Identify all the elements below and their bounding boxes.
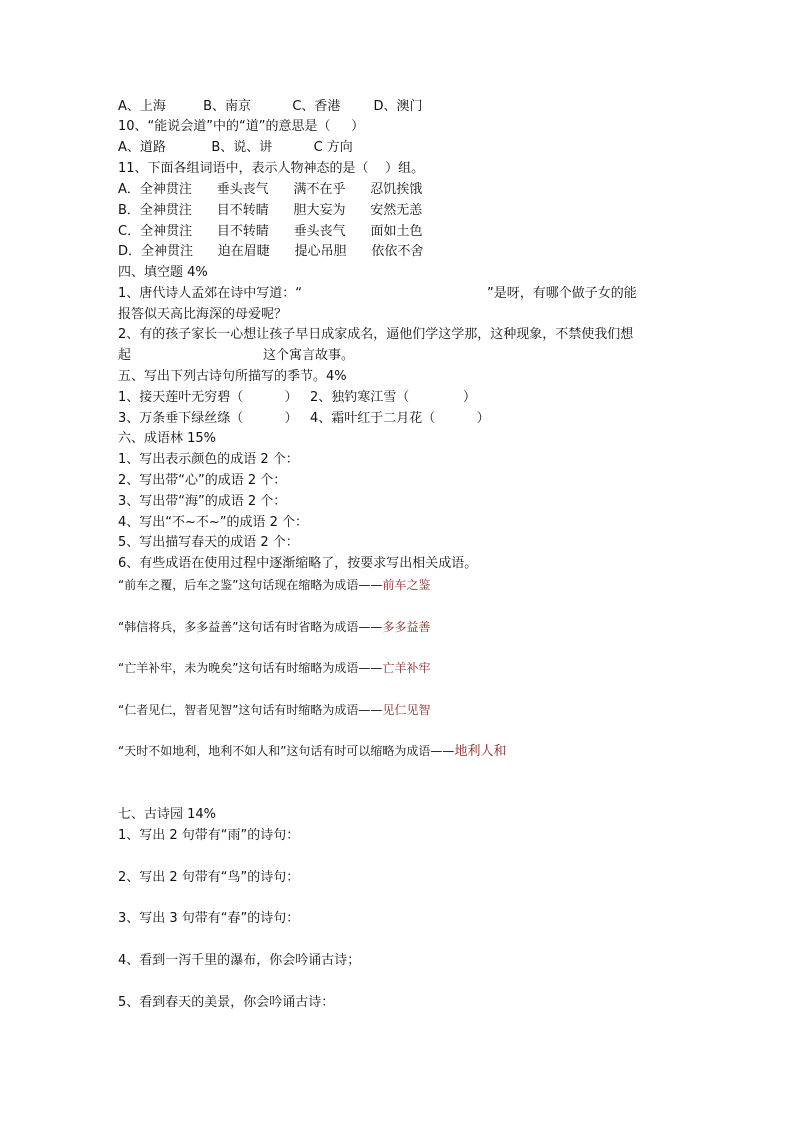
q11-option-a: A．全神贯注 垂头丧气 满不在乎 忍饥挨饿 — [118, 182, 423, 197]
proverb-2-question: “韩信将兵，多多益善”这句话有时省略为成语—— — [118, 620, 383, 634]
s6-q5: 5、写出描写春天的成语 2 个： — [118, 535, 299, 550]
proverb-4-answer: 见仁见智 — [382, 703, 431, 717]
s4-q1-start: 1、唐代诗人孟郊在诗中写道：“ — [118, 286, 303, 301]
q11-option-b: B．全神贯注 目不转睛 胆大妄为 安然无恙 — [118, 203, 423, 218]
proverb-5-answer: 地利人和 — [454, 744, 507, 759]
s6-q2: 2、写出带“心”的成语 2 个： — [118, 473, 287, 488]
proverb-1-answer: 前车之鉴 — [382, 578, 431, 592]
proverb-4 — [118, 700, 430, 720]
s4-q1-line — [118, 284, 637, 304]
section-7-heading: 七、古诗园 14% — [118, 807, 217, 822]
s7-q1: 1、写出 2 句带有“雨”的诗句： — [118, 828, 300, 843]
q10-options: A、道路 B、说、讲 C 方向 — [118, 140, 353, 155]
proverb-2 — [118, 617, 430, 637]
section-5-heading: 五、写出下列古诗句所描写的季节。4% — [118, 369, 347, 384]
q11-option-c: C．全神贯注 目不转睛 垂头丧气 面如土色 — [118, 224, 423, 239]
s6-q3: 3、写出带“海”的成语 2 个： — [118, 494, 287, 509]
proverb-5-question: “天时不如地利，地利不如人和”这句话有时可以缩略为成语—— — [118, 744, 455, 758]
q11-option-d: D．全神贯注 迫在眉睫 提心吊胆 依依不舍 — [118, 244, 424, 259]
s7-q4: 4、看到一泻千里的瀑布，你会吟诵古诗； — [118, 953, 361, 968]
s4-q1-continued: 报答似天高比海深的母爱呢？ — [118, 307, 288, 322]
s6-q4: 4、写出“不~不~”的成语 2 个： — [118, 515, 309, 530]
s7-q2: 2、写出 2 句带有“鸟”的诗句： — [118, 870, 300, 885]
proverb-1 — [118, 575, 430, 595]
proverb-3-question: “亡羊补牢，未为晚矣”这句话有时缩略为成语—— — [118, 661, 383, 675]
q9-options: A、上海 B、南京 C、香港 D、澳门 — [118, 99, 423, 114]
proverb-5 — [118, 741, 506, 762]
s4-q1-end: ”是呀，有哪个做子女的能 — [487, 286, 637, 301]
proverb-4-question: “仁者见仁，智者见智”这句话有时缩略为成语—— — [118, 703, 383, 717]
s4-q2-line: 2、有的孩子家长一心想让孩子早日成家成名，逼他们学这学那，这种现象，不禁使我们想 — [118, 327, 634, 342]
s5-line-2: 3、万条垂下绿丝绦（ ） 4、霜叶红于二月花（ ） — [118, 411, 490, 426]
s7-q3: 3、写出 3 句带有“春”的诗句： — [118, 911, 300, 926]
section-6-heading: 六、成语林 15% — [118, 431, 217, 446]
s5-line-1: 1、接天莲叶无穷碧（ ） 2、独钓寒江雪（ ） — [118, 390, 476, 405]
section-4-heading: 四、填空题 4% — [118, 265, 208, 280]
proverb-3-answer: 亡羊补牢 — [382, 661, 431, 675]
q11-question: 11、下面各组词语中，表示人物神态的是（ ）组。 — [118, 161, 425, 176]
s4-q2-end: 这个寓言故事。 — [263, 348, 355, 363]
proverb-3 — [118, 658, 430, 678]
q10-question: 10、“能说会道”中的“道”的意思是（ ） — [118, 119, 365, 134]
s4-q2-start: 起 — [118, 348, 132, 363]
proverb-2-answer: 多多益善 — [382, 620, 431, 634]
s6-q1: 1、写出表示颜色的成语 2 个： — [118, 452, 299, 467]
proverb-1-question: “前车之覆，后车之鉴”这句话现在缩略为成语—— — [118, 578, 383, 592]
s7-q5: 5、看到春天的美景，你会吟诵古诗： — [118, 995, 335, 1010]
s4-q2-continued — [118, 346, 354, 366]
s6-q6: 6、有些成语在使用过程中逐渐缩略了，按要求写出相关成语。 — [118, 556, 478, 571]
